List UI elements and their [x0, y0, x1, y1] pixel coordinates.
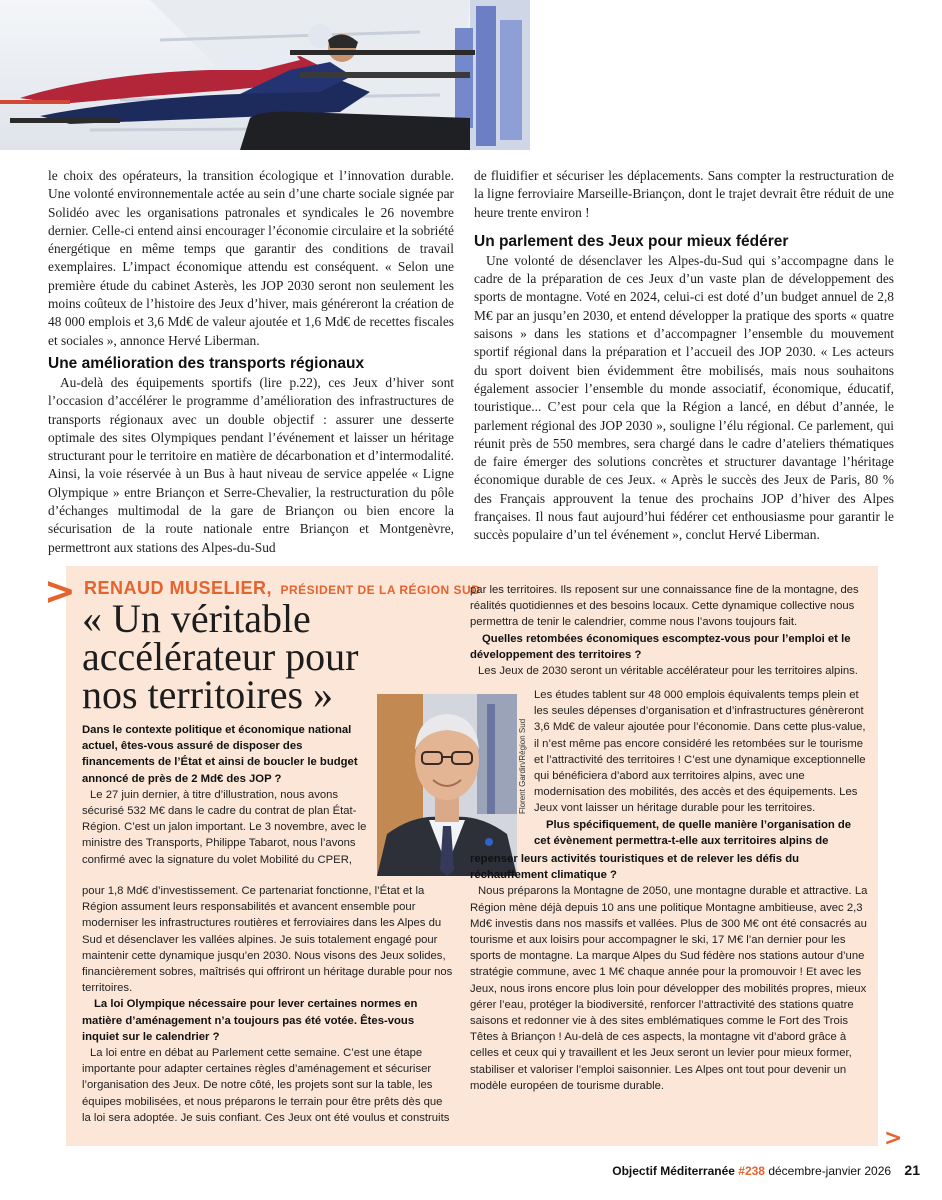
article-paragraph: de fluidifier et sécuriser les déplacements. Sans compter la restructuration de la ligne ferroviaire Marseille-Briançon, dont le trajet devrait être réduit de une heure trente environ !: [474, 168, 894, 220]
section-heading: Un parlement des Jeux pour mieux fédérer: [474, 232, 789, 250]
interview-question: Quelles retombées économiques escomptez-vous pour l’emploi et le développement des territoires ?: [470, 632, 851, 661]
portrait-photo: [377, 694, 517, 876]
interview-answer: par les territoires. Ils reposent sur une connaissance fine de la montagne, des réalités quotidiennes et des besoins locaux. Cette dynamique collective nous permettra de tenir le calendrier, comme nous l’avons toujours fait.: [470, 584, 859, 629]
article-paragraph: Au-delà des équipements sportifs (lire p.22), ces Jeux d’hiver sont l’occasion d’accélérer le programme d’amélioration des infrastructures de transports régionaux avec un double objectif : assurer une desserte optimale des sites Olympiques pendant l’événement et laisser un héritage structurant pour le territoire en matière de décarbonation et d’intermodalité. Ainsi, la voie réservée à un Bus à haut niveau de service appelée « Ligne Olympique » entre Briançon et Serre-Chevalier, la restructuration du pôle d’échanges multimodal de la gare de Briançon ou bien encore la sécurisation de la route nationale entre Briançon et Montgenèvre, permettront aux stations des Alpes-du-Sud: [48, 374, 454, 555]
interview-answer: Les Jeux de 2030 seront un véritable accélérateur pour les territoires alpins.: [478, 665, 858, 678]
interview-answer: pour 1,8 Md€ d’investissement. Ce partenariat fonctionne, l’État et la Région assument leurs responsabilités et avancent ensemble pour moderniser les infrastructures routières et ferroviaires dans les Alpes du Sud et désenclaver les vallées alpines. Je suis totalement engagé pour maintenir cette dynamique jusqu’en 2030. Nous visons des Jeux solides, financièrement sobres, maîtrisés qui offriront un héritage durable pour nos territoires.: [82, 885, 453, 995]
interview-question: Plus spécifiquement, de quelle manière l’organisation de cet évènement permettra-t-elle aux territoires alpins de: [534, 818, 852, 847]
interview-question: repenser leurs activités touristiques et de relever les défis du réchauffement climatique ?: [470, 853, 799, 882]
section-heading: Une amélioration des transports régionaux: [48, 354, 365, 372]
article-right-column: [474, 167, 894, 545]
issue-number: #238: [738, 1164, 765, 1178]
issue-date: décembre-janvier 2026: [768, 1164, 892, 1178]
article-left-column: [48, 167, 454, 557]
interviewee-role: PRÉSIDENT DE LA RÉGION SUD: [280, 583, 481, 597]
interview-column: [470, 851, 870, 1094]
photo-credit: Florent Gardin/Région Sud: [518, 718, 527, 814]
interview-column: [534, 687, 870, 849]
article-paragraph: Une volonté de désenclaver les Alpes-du-Sud qui s’accompagne dans le cadre de la préparation de ces Jeux d’un vaste plan de développement des sports de montagne. Voté en 2024, celui-ci est doté d’un budget annuel de 2,8 M€ par an jusqu’en 2030, et entend développer la pratique des sports « quatre saisons » dans les stations et d’accompagner l’ensemble du mouvement sportif régional dans la préparation et l’accueil des JOP 2030. « Les acteurs du sport doivent bien évidemment être mobilisés, mais nous souhaitons également associer l’ensemble du monde associatif, économique, éducatif, touristique... C’est pour cela que la Région a lancé, en début d’année, le parlement régional des JOP 2030 », souligne l’élu régional. Ce parlement, qui réunit près de 550 membres, sera chargé dans le cadre d’ateliers thématiques de faire émerger des solutions concrètes et structurer davantage l’héritage économique durable de ces Jeux. « Après le succès des Jeux de Paris, 80 % des Français approuvent la tenue des prochains JOP d’hiver des Alpes françaises. Il nous faut aujourd’hui fédérer cet enthousiasme pour garantir le succès populaire d’un tel événement », conclut Hervé Liberman.: [474, 252, 894, 543]
interview-answer: Nous préparons la Montagne de 2050, une montagne durable et attractive. La Région mène déjà depuis 10 ans une politique Montagne ambitieuse, avec 2,3 Md€ investis dans nos massifs et vallées. Plus de 300 M€ ont été consacrés au tourisme et aux loisirs pour accompagner le ski, 17 M€ l’an dernier pour les sports de montagne. La marque Alpes du Sud fédère nos stations autour d’une stratégie commune, avec 1 M€ chaque année pour la promouvoir ! Et avec les Jeux, nous irons encore plus loin pour développer des mobilités propres, mieux gérer l’eau, protéger la biodiversité, renforcer l’attractivité des stations quatre saisons et redonner vie à des sites emblématiques comme le Fort des Trois Têtes à Briançon ! Au-delà de ces aspects, la montagne vit d’abord grâce à celles et ceux qui y travaillent et les Jeux seront un levier pour mieux former, stabiliser et valoriser l’emploi saisonnier. Les Alpes ont tout pour devenir un modèle européen de tourisme durable.: [470, 885, 868, 1092]
interview-column: [82, 722, 374, 868]
page-footer: [612, 1162, 920, 1178]
biathlon-photo: [0, 0, 530, 150]
interview-answer: La loi entre en débat au Parlement cette semaine. C’est une étape importante pour adapter certaines règles d’aménagement et sécuriser l’organisation des Jeux. De notre côté, les projets sont sur la table, les équipes mobilisées, et nous préparons le terrain pour être prêts dès que la loi sera adoptée. Je suis confiant. Ces Jeux ont été voulus et construits: [82, 1047, 450, 1124]
magazine-name: Objectif Méditerranée: [612, 1164, 735, 1178]
interviewee-name: RENAUD MUSELIER,: [84, 578, 273, 598]
interview-question: La loi Olympique nécessaire pour lever certaines normes en matière d’aménagement n’a toujours pas été votée. Êtes-vous inquiet sur le calendrier ?: [82, 998, 418, 1043]
chevron-marker: >: [884, 1126, 903, 1151]
interview-headline: « Un véritable accélérateur pour nos territoires »: [82, 596, 359, 717]
page-number: 21: [904, 1162, 920, 1178]
article-paragraph: le choix des opérateurs, la transition écologique et l’innovation durable. Une volonté environnementale actée au sein d’une charte sociale signée par Solidéo avec les organisations patronales et syndicales le 26 novembre dernier. Celle-ci entend ainsi encourager l’économie circulaire et la sobriété énergétique en même temps que garantir des conditions de travail exemplaires. L’impact économique attendu est conséquent. « Selon une première étude du cabinet Asterès, les JOP 2030 seront non seulement les moins coûteux de l’histoire des Jeux d’hiver, mais généreront la création de 48 000 emplois et 3,6 Md€ de valeur ajoutée et 1,6 Md€ de recettes fiscales et sociales », annonce Hervé Liberman.: [48, 168, 454, 348]
interview-column: [470, 582, 870, 679]
interview-answer: Le 27 juin dernier, à titre d’illustration, nous avons sécurisé 532 M€ dans le cadre du contrat de plan État-Région. C’est un jalon important. Le 3 novembre, avec le ministre des Transports, Philippe Tabarot, nous l’avons confirmé avec la signature du volet Mobilité du CPER,: [82, 788, 367, 866]
chevron-marker: >: [44, 569, 76, 613]
interview-answer: Les études tablent sur 48 000 emplois équivalents temps plein et les seules dépenses d’organisation et d’infrastructures génèreront 3,6 Md€ de valeur ajoutée pour l’économie. Dans cette plus-value, il n’est même pas encore considéré les retombées sur le tourisme et l’attractivité des territoires ! C’est une dynamique exceptionnelle qui bénéficiera d’abord aux territoires alpins, avec une modernisation des mobilités, des accès et des équipements. Les Jeux vont laisser un héritage durable pour les territoires.: [534, 689, 866, 815]
interview-question: Dans le contexte politique et économique national actuel, êtes-vous assuré de disposer des financements de l’État et ainsi de boucler le budget annoncé de près de 2 Md€ des JOP ?: [82, 724, 358, 785]
interview-column: [82, 883, 454, 1126]
